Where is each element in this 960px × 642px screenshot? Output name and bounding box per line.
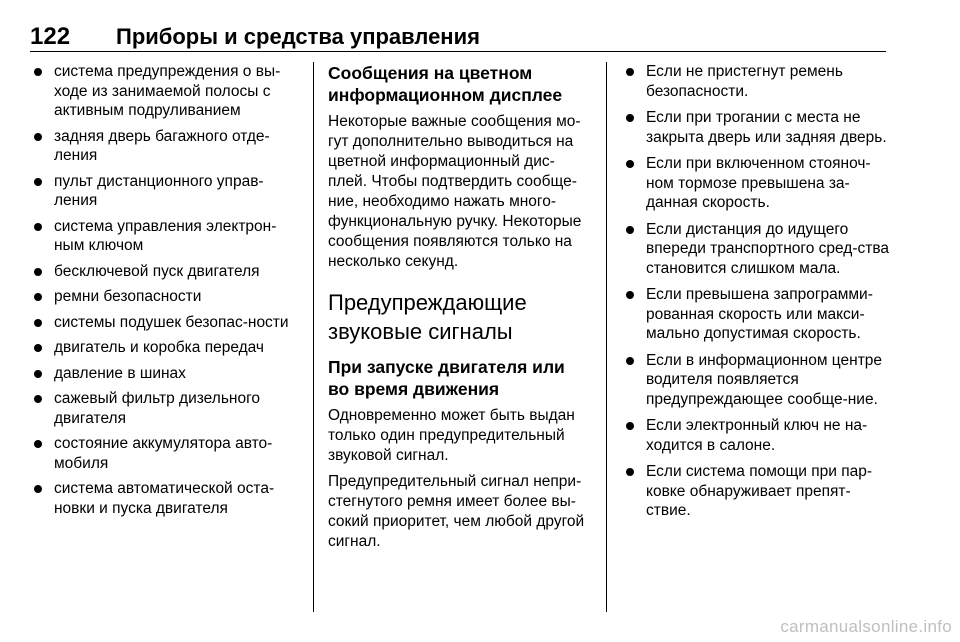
subsection-heading-driving: При запуске двигателя или во время движения xyxy=(328,357,565,399)
list-item: система управления электрон-ным ключом xyxy=(30,217,300,256)
list-item: Если в информационном центре водителя появляется предупреждающее сообще-ние. xyxy=(622,351,890,410)
list-item: ремни безопасности xyxy=(30,287,300,307)
section-text-color-display: Некоторые важные сообщения мо-гут дополнительно выводиться на цветной информационный дис-плей. Чтобы подтвердить сообще-ние, необходимо нажать много-функциональную ручку. Некоторые сообщения появляются только на несколько секунд. xyxy=(328,113,582,270)
list-item: задняя дверь багажного отде-ления xyxy=(30,127,300,166)
column-divider-left xyxy=(313,62,314,612)
list-item: бесключевой пуск двигателя xyxy=(30,262,300,282)
page-title: Приборы и средства управления xyxy=(116,24,480,49)
list-item: система автоматической оста-новки и пуска двигателя xyxy=(30,479,300,518)
paragraph-belt-priority: Предупредительный сигнал непри-стегнутого ремня имеет более вы-сокий приоритет, чем любой другой сигнал. xyxy=(328,473,585,550)
left-column xyxy=(30,62,300,524)
list-item: состояние аккумулятора авто-мобиля xyxy=(30,434,300,473)
list-item: Если при включенном стояноч-ном тормозе превышена за-данная скорость. xyxy=(622,154,890,213)
page-header xyxy=(30,25,886,52)
paragraph-single-chime: Одновременно может быть выдан только один предупредительный звуковой сигнал. xyxy=(328,407,575,464)
list-item: Если дистанция до идущего впереди транспортного сред-ства становится слишком мала. xyxy=(622,220,890,279)
list-item: сажевый фильтр дизельного двигателя xyxy=(30,389,300,428)
section-heading-warning-chimes: Предупреждающие звуковые сигналы xyxy=(328,290,527,344)
column-divider-right xyxy=(606,62,607,612)
list-item: Если не пристегнут ремень безопасности. xyxy=(622,62,890,101)
page-number: 122 xyxy=(30,23,71,50)
middle-column xyxy=(328,62,590,552)
list-item: двигатель и коробка передач xyxy=(30,338,300,358)
section-heading-color-display: Сообщения на цветном информационном дисплее xyxy=(328,63,563,105)
list-item: Если система помощи при пар-ковке обнаруживает препят-ствие. xyxy=(622,462,890,521)
list-item: система предупреждения о вы-ходе из занимаемой полосы с активным подруливанием xyxy=(30,62,300,121)
list-item: Если превышена запрограмми-рованная скорость или макси-мально допустимая скорость. xyxy=(622,285,890,344)
watermark: carmanualsonline.info xyxy=(780,617,952,636)
list-item: Если электронный ключ не на-ходится в салоне. xyxy=(622,416,890,455)
list-item: пульт дистанционного управ-ления xyxy=(30,172,300,211)
right-column xyxy=(622,62,890,528)
system-list xyxy=(30,62,300,518)
list-item: давление в шинах xyxy=(30,364,300,384)
list-item: Если при трогании с места не закрыта дверь или задняя дверь. xyxy=(622,108,890,147)
chime-condition-list xyxy=(622,62,890,521)
list-item: системы подушек безопас-ности xyxy=(30,313,300,333)
